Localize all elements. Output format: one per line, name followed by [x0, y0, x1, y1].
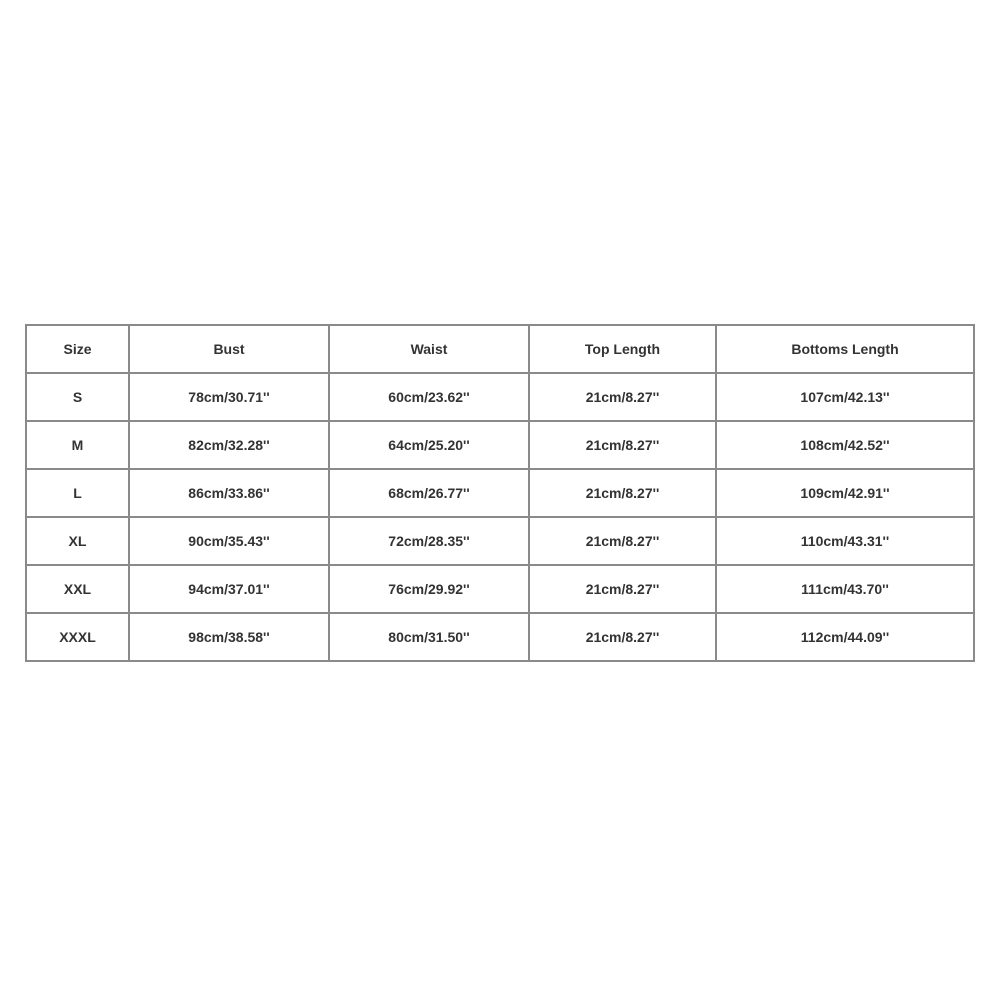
cell-top-length: 21cm/8.27'' — [529, 469, 716, 517]
cell-bottoms-length: 110cm/43.31'' — [716, 517, 974, 565]
cell-bottoms-length: 109cm/42.91'' — [716, 469, 974, 517]
table-row — [26, 565, 974, 613]
header-top-length: Top Length — [529, 325, 716, 373]
cell-top-length: 21cm/8.27'' — [529, 373, 716, 421]
cell-top-length: 21cm/8.27'' — [529, 613, 716, 661]
cell-bust: 86cm/33.86'' — [129, 469, 329, 517]
cell-top-length: 21cm/8.27'' — [529, 565, 716, 613]
header-waist: Waist — [329, 325, 529, 373]
header-bust: Bust — [129, 325, 329, 373]
table-row — [26, 613, 974, 661]
cell-bust: 90cm/35.43'' — [129, 517, 329, 565]
table-row — [26, 373, 974, 421]
table-row — [26, 469, 974, 517]
cell-waist: 60cm/23.62'' — [329, 373, 529, 421]
cell-bottoms-length: 112cm/44.09'' — [716, 613, 974, 661]
cell-size: XL — [26, 517, 129, 565]
size-chart-table — [25, 324, 975, 662]
cell-bust: 98cm/38.58'' — [129, 613, 329, 661]
cell-top-length: 21cm/8.27'' — [529, 517, 716, 565]
cell-waist: 68cm/26.77'' — [329, 469, 529, 517]
cell-bust: 82cm/32.28'' — [129, 421, 329, 469]
cell-top-length: 21cm/8.27'' — [529, 421, 716, 469]
cell-bottoms-length: 107cm/42.13'' — [716, 373, 974, 421]
cell-bottoms-length: 108cm/42.52'' — [716, 421, 974, 469]
cell-bust: 94cm/37.01'' — [129, 565, 329, 613]
cell-size: S — [26, 373, 129, 421]
cell-waist: 64cm/25.20'' — [329, 421, 529, 469]
cell-bust: 78cm/30.71'' — [129, 373, 329, 421]
cell-waist: 76cm/29.92'' — [329, 565, 529, 613]
header-size: Size — [26, 325, 129, 373]
cell-size: M — [26, 421, 129, 469]
cell-waist: 80cm/31.50'' — [329, 613, 529, 661]
table-row — [26, 517, 974, 565]
cell-bottoms-length: 111cm/43.70'' — [716, 565, 974, 613]
cell-size: XXXL — [26, 613, 129, 661]
cell-waist: 72cm/28.35'' — [329, 517, 529, 565]
table-row — [26, 421, 974, 469]
cell-size: L — [26, 469, 129, 517]
table-header-row — [26, 325, 974, 373]
header-bottoms-length: Bottoms Length — [716, 325, 974, 373]
cell-size: XXL — [26, 565, 129, 613]
